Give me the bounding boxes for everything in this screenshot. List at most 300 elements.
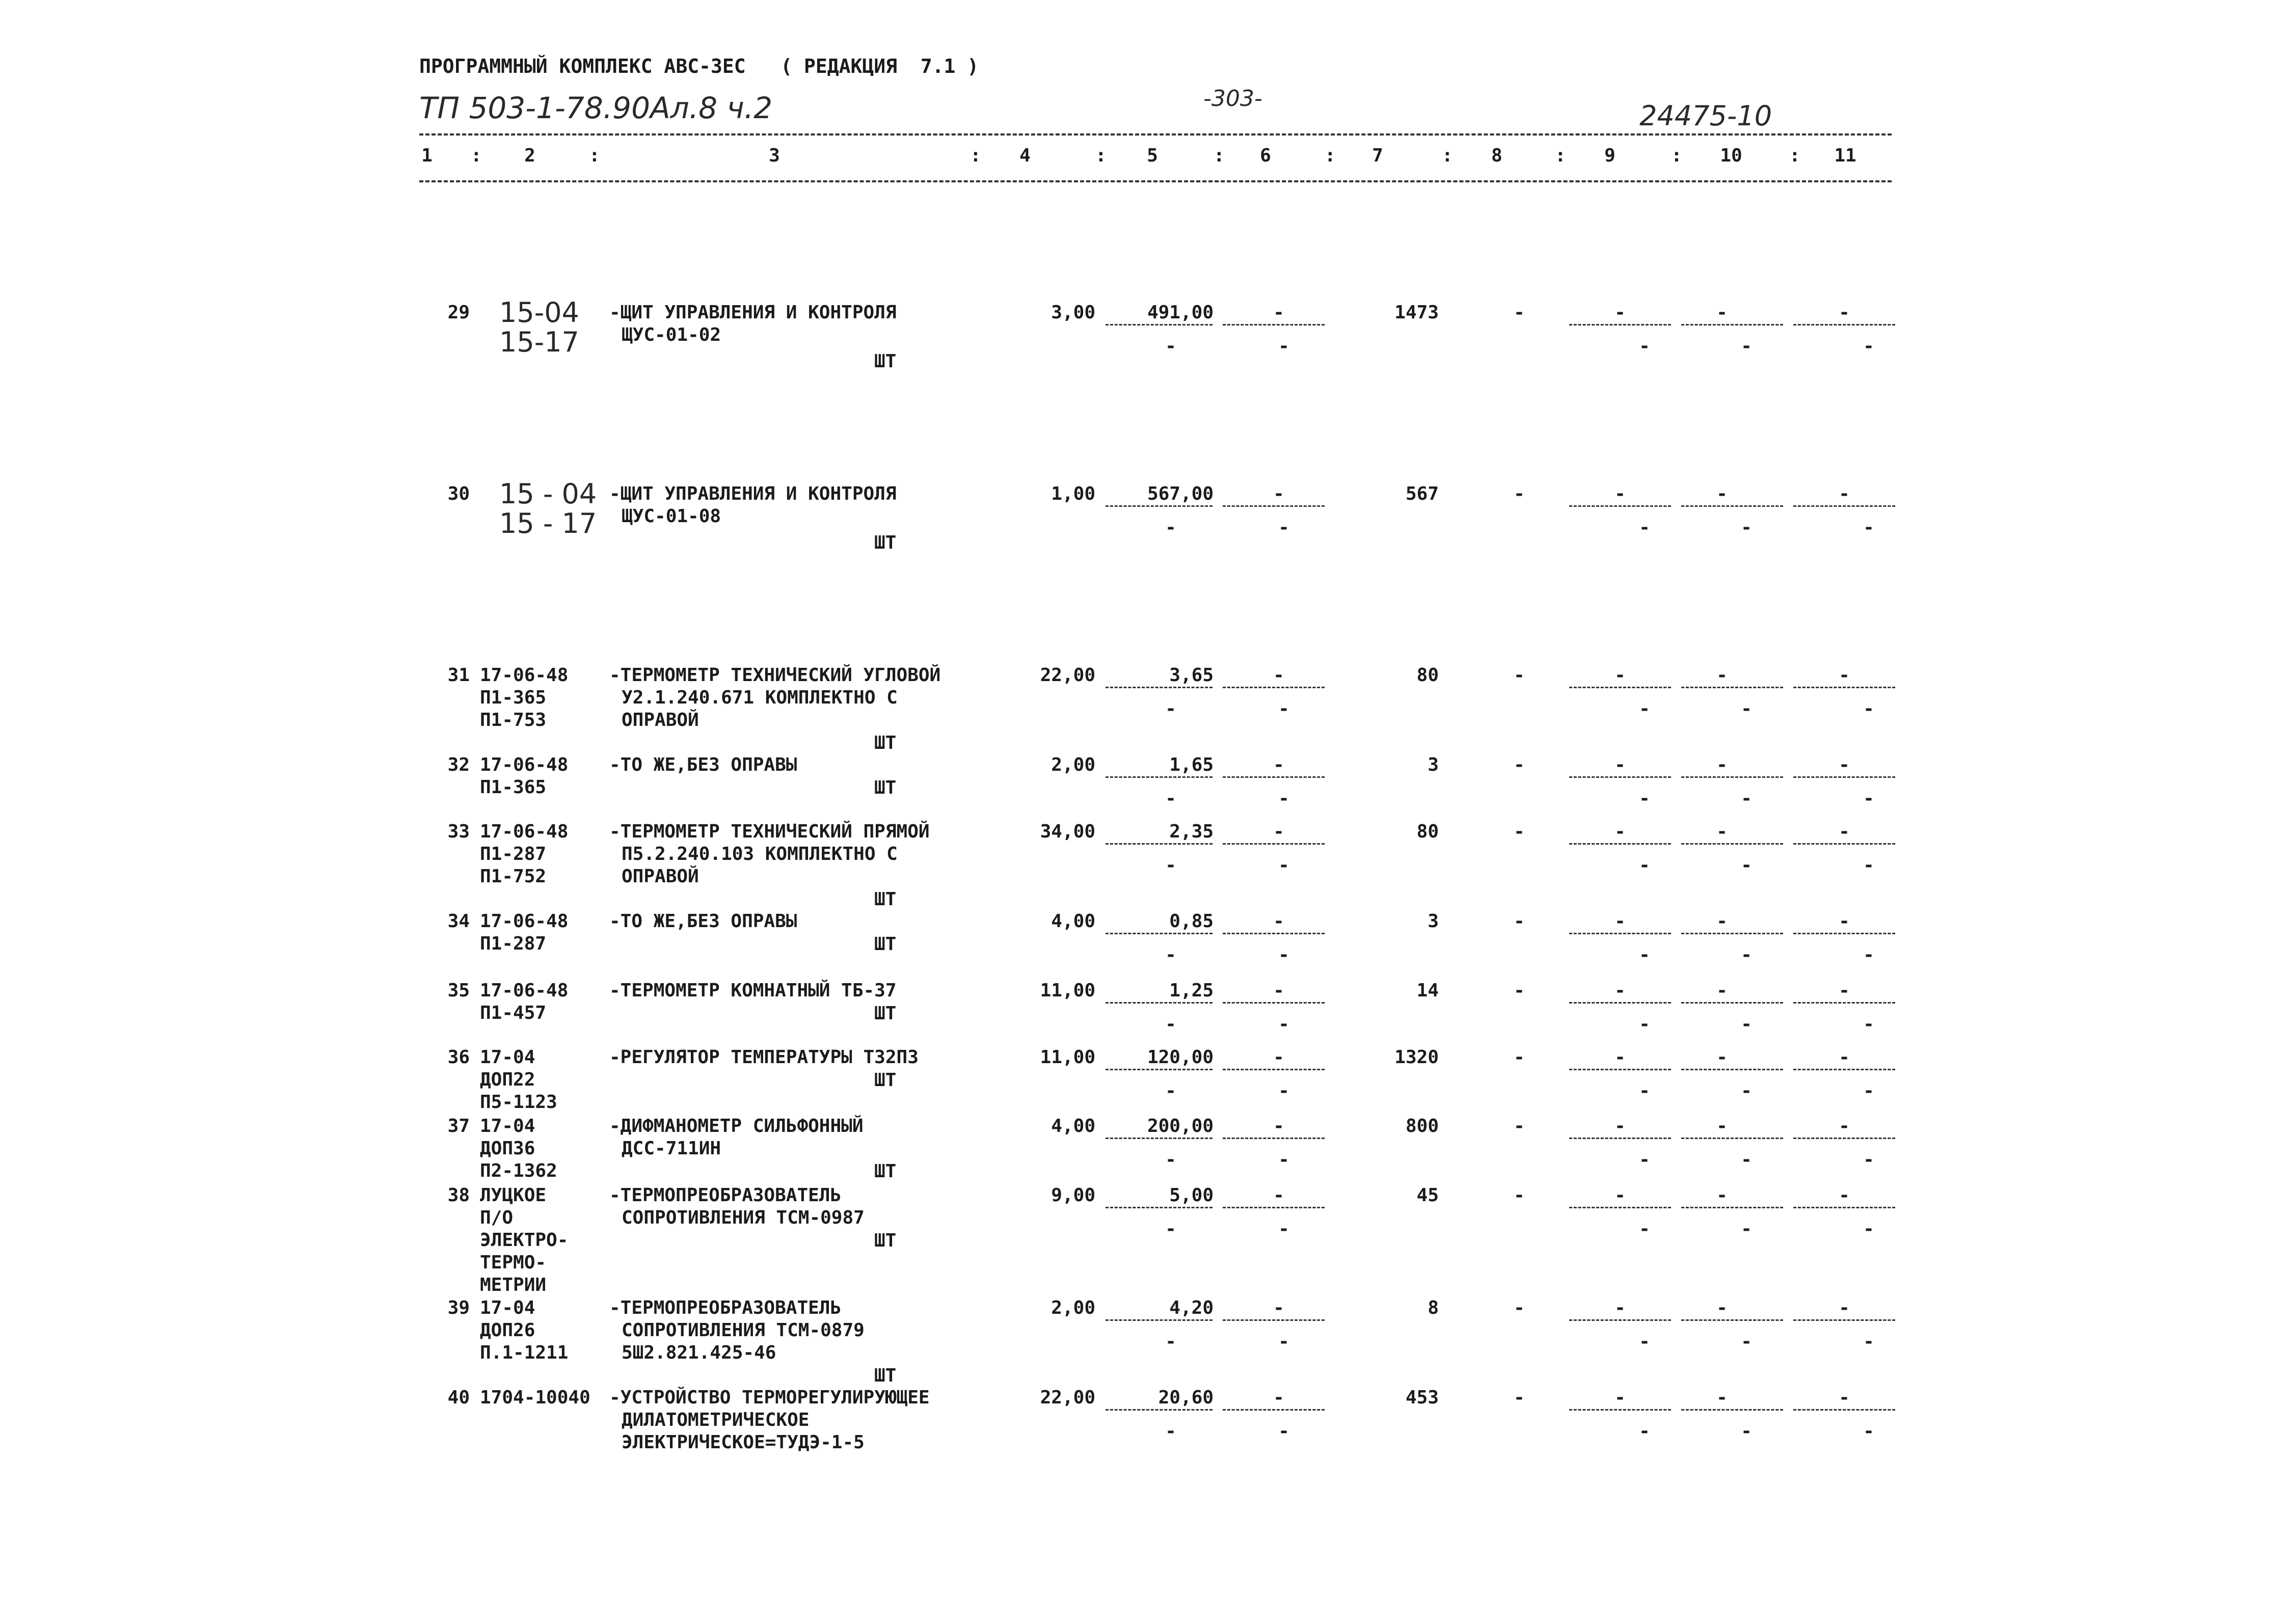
row-code: П1-287 — [480, 933, 547, 954]
total-value: 800 — [1405, 1116, 1439, 1136]
col6-value: - — [1273, 1387, 1284, 1408]
total-value: 8 — [1428, 1297, 1439, 1318]
col8-value: - — [1514, 302, 1525, 323]
col8-value: - — [1514, 1047, 1525, 1068]
unit-price: 3,65 — [1169, 665, 1214, 686]
empty-cell-dash: - — [1741, 1219, 1752, 1239]
empty-cell-dash: - — [1839, 1116, 1850, 1136]
row-number: 38 — [447, 1185, 470, 1206]
empty-cell-dash: - — [1716, 821, 1728, 842]
empty-cell-dash: - — [1278, 1331, 1289, 1352]
column-header-10: 10 — [1720, 145, 1742, 166]
empty-cell-dash: - — [1716, 1185, 1728, 1206]
cell-divider — [1681, 1409, 1783, 1411]
header-rule-top — [419, 133, 1892, 136]
empty-cell-dash: - — [1839, 302, 1850, 323]
empty-cell-dash: - — [1165, 698, 1176, 719]
cell-divider — [1569, 843, 1671, 845]
row-code: ЭЛЕКТРО- — [480, 1230, 569, 1251]
empty-cell-dash: - — [1741, 698, 1752, 719]
unit-price: 20,60 — [1158, 1387, 1214, 1408]
row-description: ДИЛАТОМЕТРИЧЕСКОЕ — [622, 1410, 810, 1430]
empty-cell-dash: - — [1716, 1387, 1728, 1408]
cell-divider — [1569, 1207, 1671, 1208]
empty-cell-dash: - — [1615, 483, 1626, 504]
empty-cell-dash: - — [1716, 980, 1728, 1001]
cell-divider — [1106, 687, 1213, 688]
row-code: П2-1362 — [480, 1160, 557, 1181]
empty-cell-dash: - — [1839, 665, 1850, 686]
empty-cell-dash: - — [1165, 336, 1176, 357]
cell-divider — [1569, 1069, 1671, 1070]
cell-divider — [1106, 1002, 1213, 1004]
col6-value: - — [1273, 911, 1284, 932]
row-description: -ТЕРМОМЕТР КОМНАТНЫЙ ТБ-37 — [609, 980, 897, 1001]
row-description: СОПРОТИВЛЕНИЯ ТСМ-0987 — [622, 1207, 865, 1228]
col6-value: - — [1273, 302, 1284, 323]
empty-cell-dash: - — [1165, 788, 1176, 809]
row-description: СОПРОТИВЛЕНИЯ ТСМ-0879 — [622, 1320, 865, 1341]
cell-divider — [1793, 1207, 1895, 1208]
empty-cell-dash: - — [1741, 1421, 1752, 1442]
unit-label: ШТ — [874, 733, 897, 753]
column-separator: : — [589, 145, 600, 166]
row-code: 17-04 — [480, 1047, 535, 1068]
cell-divider — [1106, 1069, 1213, 1070]
empty-cell-dash: - — [1278, 1014, 1289, 1035]
empty-cell-dash: - — [1615, 1047, 1626, 1068]
col8-value: - — [1514, 1387, 1525, 1408]
empty-cell-dash: - — [1615, 302, 1626, 323]
quantity: 2,00 — [1051, 754, 1095, 775]
row-description: -ТЕРМОМЕТР ТЕХНИЧЕСКИЙ УГЛОВОЙ — [609, 665, 941, 686]
row-number: 33 — [447, 821, 470, 842]
col6-value: - — [1273, 754, 1284, 775]
row-description: ЩУС-01-08 — [622, 506, 721, 527]
unit-price: 491,00 — [1147, 302, 1214, 323]
row-code: 15-04 — [499, 296, 579, 329]
cell-divider — [1223, 324, 1325, 326]
total-value: 80 — [1416, 821, 1439, 842]
row-code: П1-752 — [480, 866, 547, 887]
empty-cell-dash: - — [1278, 855, 1289, 876]
quantity: 1,00 — [1051, 483, 1095, 504]
cell-divider — [1681, 1002, 1783, 1004]
empty-cell-dash: - — [1741, 517, 1752, 538]
col8-value: - — [1514, 911, 1525, 932]
row-code: П1-457 — [480, 1003, 547, 1023]
quantity: 2,00 — [1051, 1297, 1095, 1318]
row-number: 39 — [447, 1297, 470, 1318]
unit-label: ШТ — [874, 777, 897, 798]
total-value: 1320 — [1394, 1047, 1439, 1068]
cell-divider — [1681, 1138, 1783, 1139]
column-header-9: 9 — [1604, 145, 1616, 166]
row-number: 30 — [447, 483, 470, 504]
cell-divider — [1793, 505, 1895, 507]
row-code: 17-04 — [480, 1116, 535, 1136]
unit-price: 567,00 — [1147, 483, 1214, 504]
column-separator: : — [1442, 145, 1453, 166]
cell-divider — [1106, 1138, 1213, 1139]
empty-cell-dash: - — [1639, 1421, 1650, 1442]
row-code: 15 - 17 — [499, 507, 597, 539]
total-value: 453 — [1405, 1387, 1439, 1408]
cell-divider — [1223, 1207, 1325, 1208]
column-separator: : — [1671, 145, 1682, 166]
empty-cell-dash: - — [1278, 1219, 1289, 1239]
quantity: 4,00 — [1051, 911, 1095, 932]
empty-cell-dash: - — [1839, 1387, 1850, 1408]
empty-cell-dash: - — [1839, 1297, 1850, 1318]
column-header-7: 7 — [1372, 145, 1383, 166]
page-number: -303- — [1203, 86, 1262, 112]
empty-cell-dash: - — [1716, 754, 1728, 775]
cell-divider — [1223, 687, 1325, 688]
sheet-code: 24475-10 — [1639, 100, 1772, 132]
cell-divider — [1681, 1207, 1783, 1208]
empty-cell-dash: - — [1639, 1014, 1650, 1035]
row-description: П5.2.240.103 КОМПЛЕКТНО С — [622, 844, 898, 864]
cell-divider — [1106, 505, 1213, 507]
empty-cell-dash: - — [1278, 336, 1289, 357]
cell-divider — [1681, 776, 1783, 778]
empty-cell-dash: - — [1716, 302, 1728, 323]
row-code: МЕТРИИ — [480, 1275, 547, 1295]
empty-cell-dash: - — [1839, 754, 1850, 775]
cell-divider — [1793, 776, 1895, 778]
row-code: П.1-1211 — [480, 1342, 569, 1363]
empty-cell-dash: - — [1615, 1387, 1626, 1408]
column-header-4: 4 — [1019, 145, 1031, 166]
column-separator: : — [1214, 145, 1225, 166]
total-value: 1473 — [1394, 302, 1439, 323]
cell-divider — [1569, 1138, 1671, 1139]
unit-label: ШТ — [874, 351, 897, 372]
empty-cell-dash: - — [1278, 944, 1289, 965]
empty-cell-dash: - — [1165, 855, 1176, 876]
row-number: 29 — [447, 302, 470, 323]
unit-label: ШТ — [874, 889, 897, 910]
col8-value: - — [1514, 1116, 1525, 1136]
row-code: 17-06-48 — [480, 754, 569, 775]
row-code: ЛУЦКОЕ — [480, 1185, 547, 1206]
empty-cell-dash: - — [1741, 855, 1752, 876]
cell-divider — [1793, 1138, 1895, 1139]
col8-value: - — [1514, 1297, 1525, 1318]
cell-divider — [1793, 843, 1895, 845]
col8-value: - — [1514, 980, 1525, 1001]
col8-value: - — [1514, 1185, 1525, 1206]
cell-divider — [1569, 1002, 1671, 1004]
cell-divider — [1681, 505, 1783, 507]
total-value: 3 — [1428, 911, 1439, 932]
empty-cell-dash: - — [1863, 336, 1874, 357]
col8-value: - — [1514, 754, 1525, 775]
column-separator: : — [471, 145, 482, 166]
cell-divider — [1793, 1409, 1895, 1411]
empty-cell-dash: - — [1639, 1080, 1650, 1101]
empty-cell-dash: - — [1639, 1219, 1650, 1239]
cell-divider — [1223, 1409, 1325, 1411]
empty-cell-dash: - — [1165, 1149, 1176, 1170]
row-description: -ЩИТ УПРАВЛЕНИЯ И КОНТРОЛЯ — [609, 483, 897, 504]
cell-divider — [1793, 1319, 1895, 1321]
cell-divider — [1681, 933, 1783, 934]
column-header-5: 5 — [1147, 145, 1158, 166]
row-number: 34 — [447, 911, 470, 932]
empty-cell-dash: - — [1278, 1080, 1289, 1101]
row-description: -ТЕРМОМЕТР ТЕХНИЧЕСКИЙ ПРЯМОЙ — [609, 821, 930, 842]
empty-cell-dash: - — [1863, 517, 1874, 538]
empty-cell-dash: - — [1165, 1219, 1176, 1239]
cell-divider — [1223, 1319, 1325, 1321]
empty-cell-dash: - — [1716, 483, 1728, 504]
total-value: 14 — [1416, 980, 1439, 1001]
col6-value: - — [1273, 980, 1284, 1001]
row-code: 17-06-48 — [480, 821, 569, 842]
row-description: -ТО ЖЕ,БЕЗ ОПРАВЫ — [609, 754, 797, 775]
col6-value: - — [1273, 1116, 1284, 1136]
cell-divider — [1681, 843, 1783, 845]
unit-price: 1,65 — [1169, 754, 1214, 775]
program-title: ПРОГРАММНЫЙ КОМПЛЕКС АВС-ЗЕС ( РЕДАКЦИЯ 7.1 ) — [419, 55, 979, 77]
total-value: 80 — [1416, 665, 1439, 686]
cell-divider — [1681, 687, 1783, 688]
empty-cell-dash: - — [1716, 1047, 1728, 1068]
cell-divider — [1223, 933, 1325, 934]
unit-label: ШТ — [874, 934, 897, 955]
col8-value: - — [1514, 483, 1525, 504]
row-code: 17-06-48 — [480, 665, 569, 686]
empty-cell-dash: - — [1639, 517, 1650, 538]
quantity: 4,00 — [1051, 1116, 1095, 1136]
quantity: 3,00 — [1051, 302, 1095, 323]
empty-cell-dash: - — [1741, 1149, 1752, 1170]
column-separator: : — [970, 145, 981, 166]
cell-divider — [1569, 324, 1671, 326]
row-description: -ТЕРМОПРЕОБРАЗОВАТЕЛЬ — [609, 1297, 842, 1318]
unit-price: 120,00 — [1147, 1047, 1214, 1068]
empty-cell-dash: - — [1741, 788, 1752, 809]
row-number: 32 — [447, 754, 470, 775]
cell-divider — [1106, 1319, 1213, 1321]
empty-cell-dash: - — [1639, 1149, 1650, 1170]
empty-cell-dash: - — [1863, 698, 1874, 719]
cell-divider — [1223, 505, 1325, 507]
col6-value: - — [1273, 821, 1284, 842]
empty-cell-dash: - — [1716, 665, 1728, 686]
cell-divider — [1223, 1002, 1325, 1004]
empty-cell-dash: - — [1165, 1080, 1176, 1101]
row-code: П/О — [480, 1207, 514, 1228]
cell-divider — [1223, 1069, 1325, 1070]
column-separator: : — [1325, 145, 1336, 166]
empty-cell-dash: - — [1741, 336, 1752, 357]
cell-divider — [1569, 933, 1671, 934]
empty-cell-dash: - — [1165, 517, 1176, 538]
cell-divider — [1106, 776, 1213, 778]
empty-cell-dash: - — [1278, 517, 1289, 538]
row-description: -УСТРОЙСТВО ТЕРМОРЕГУЛИРУЮЩЕЕ — [609, 1387, 930, 1408]
empty-cell-dash: - — [1863, 1149, 1874, 1170]
row-code: ДОП22 — [480, 1069, 535, 1090]
column-header-1: 1 — [421, 145, 433, 166]
empty-cell-dash: - — [1615, 1116, 1626, 1136]
empty-cell-dash: - — [1716, 1297, 1728, 1318]
cell-divider — [1106, 933, 1213, 934]
row-code: П1-287 — [480, 844, 547, 864]
unit-label: ШТ — [874, 1365, 897, 1386]
total-value: 45 — [1416, 1185, 1439, 1206]
empty-cell-dash: - — [1615, 821, 1626, 842]
empty-cell-dash: - — [1615, 1297, 1626, 1318]
quantity: 22,00 — [1040, 1387, 1095, 1408]
empty-cell-dash: - — [1716, 911, 1728, 932]
row-code: П1-753 — [480, 710, 547, 730]
cell-divider — [1681, 1069, 1783, 1070]
unit-label: ШТ — [874, 532, 897, 553]
empty-cell-dash: - — [1615, 911, 1626, 932]
unit-label: ШТ — [874, 1070, 897, 1091]
col8-value: - — [1514, 665, 1525, 686]
col8-value: - — [1514, 821, 1525, 842]
empty-cell-dash: - — [1639, 1331, 1650, 1352]
cell-divider — [1223, 843, 1325, 845]
empty-cell-dash: - — [1165, 1331, 1176, 1352]
empty-cell-dash: - — [1839, 1047, 1850, 1068]
unit-price: 5,00 — [1169, 1185, 1214, 1206]
col6-value: - — [1273, 483, 1284, 504]
col6-value: - — [1273, 1297, 1284, 1318]
row-code: П5-1123 — [480, 1092, 557, 1113]
unit-price: 2,35 — [1169, 821, 1214, 842]
column-header-3: 3 — [769, 145, 780, 166]
quantity: 9,00 — [1051, 1185, 1095, 1206]
empty-cell-dash: - — [1839, 911, 1850, 932]
cell-divider — [1793, 687, 1895, 688]
cell-divider — [1681, 1319, 1783, 1321]
column-header-8: 8 — [1491, 145, 1502, 166]
row-description: ОПРАВОЙ — [622, 710, 699, 730]
empty-cell-dash: - — [1639, 855, 1650, 876]
quantity: 11,00 — [1040, 1047, 1095, 1068]
empty-cell-dash: - — [1863, 944, 1874, 965]
cell-divider — [1793, 324, 1895, 326]
cell-divider — [1569, 687, 1671, 688]
row-number: 35 — [447, 980, 470, 1001]
quantity: 22,00 — [1040, 665, 1095, 686]
row-description: -ЩИТ УПРАВЛЕНИЯ И КОНТРОЛЯ — [609, 302, 897, 323]
empty-cell-dash: - — [1615, 665, 1626, 686]
empty-cell-dash: - — [1863, 1421, 1874, 1442]
empty-cell-dash: - — [1615, 1185, 1626, 1206]
column-header-11: 11 — [1834, 145, 1856, 166]
empty-cell-dash: - — [1278, 1149, 1289, 1170]
empty-cell-dash: - — [1839, 821, 1850, 842]
row-number: 31 — [447, 665, 470, 686]
empty-cell-dash: - — [1741, 1080, 1752, 1101]
row-number: 36 — [447, 1047, 470, 1068]
empty-cell-dash: - — [1863, 1331, 1874, 1352]
row-description: ДСС-711ИН — [622, 1138, 721, 1159]
empty-cell-dash: - — [1863, 788, 1874, 809]
empty-cell-dash: - — [1278, 788, 1289, 809]
row-description: У2.1.240.671 КОМПЛЕКТНО С — [622, 687, 898, 708]
empty-cell-dash: - — [1615, 754, 1626, 775]
row-description: ЩУС-01-02 — [622, 324, 721, 345]
empty-cell-dash: - — [1639, 944, 1650, 965]
quantity: 11,00 — [1040, 980, 1095, 1001]
col6-value: - — [1273, 1047, 1284, 1068]
row-code: ДОП26 — [480, 1320, 535, 1341]
empty-cell-dash: - — [1863, 855, 1874, 876]
cell-divider — [1223, 776, 1325, 778]
empty-cell-dash: - — [1863, 1014, 1874, 1035]
row-code: 15 - 04 — [499, 478, 597, 510]
header-rule-bottom — [419, 180, 1892, 182]
row-description: ЭЛЕКТРИЧЕСКОЕ=ТУДЭ-1-5 — [622, 1432, 865, 1453]
total-value: 3 — [1428, 754, 1439, 775]
empty-cell-dash: - — [1278, 698, 1289, 719]
cell-divider — [1793, 1002, 1895, 1004]
cell-divider — [1569, 776, 1671, 778]
row-number: 40 — [447, 1387, 470, 1408]
cell-divider — [1569, 1409, 1671, 1411]
cell-divider — [1569, 505, 1671, 507]
col6-value: - — [1273, 665, 1284, 686]
row-code: 17-04 — [480, 1297, 535, 1318]
empty-cell-dash: - — [1839, 483, 1850, 504]
empty-cell-dash: - — [1741, 1014, 1752, 1035]
row-description: -ДИФМАНОМЕТР СИЛЬФОННЫЙ — [609, 1116, 864, 1136]
cell-divider — [1106, 1409, 1213, 1411]
empty-cell-dash: - — [1716, 1116, 1728, 1136]
empty-cell-dash: - — [1839, 980, 1850, 1001]
col6-value: - — [1273, 1185, 1284, 1206]
total-value: 567 — [1405, 483, 1439, 504]
cell-divider — [1793, 933, 1895, 934]
unit-label: ШТ — [874, 1230, 897, 1251]
row-description: -ТЕРМОПРЕОБРАЗОВАТЕЛЬ — [609, 1185, 842, 1206]
empty-cell-dash: - — [1615, 980, 1626, 1001]
row-code: 17-06-48 — [480, 980, 569, 1001]
empty-cell-dash: - — [1839, 1185, 1850, 1206]
row-code: ДОП36 — [480, 1138, 535, 1159]
unit-label: ШТ — [874, 1161, 897, 1182]
empty-cell-dash: - — [1863, 1080, 1874, 1101]
unit-price: 0,85 — [1169, 911, 1214, 932]
empty-cell-dash: - — [1278, 1421, 1289, 1442]
cell-divider — [1681, 324, 1783, 326]
row-code: ТЕРМО- — [480, 1252, 547, 1273]
empty-cell-dash: - — [1741, 944, 1752, 965]
empty-cell-dash: - — [1741, 1331, 1752, 1352]
cell-divider — [1106, 1207, 1213, 1208]
row-description: ОПРАВОЙ — [622, 866, 699, 887]
cell-divider — [1106, 324, 1213, 326]
empty-cell-dash: - — [1165, 944, 1176, 965]
unit-price: 4,20 — [1169, 1297, 1214, 1318]
row-description: -ТО ЖЕ,БЕЗ ОПРАВЫ — [609, 911, 797, 932]
row-code: 1704-10040 — [480, 1387, 590, 1408]
row-code: 15-17 — [499, 326, 579, 358]
quantity: 34,00 — [1040, 821, 1095, 842]
row-code: П1-365 — [480, 687, 547, 708]
empty-cell-dash: - — [1639, 788, 1650, 809]
column-header-2: 2 — [524, 145, 535, 166]
column-separator: : — [1555, 145, 1566, 166]
